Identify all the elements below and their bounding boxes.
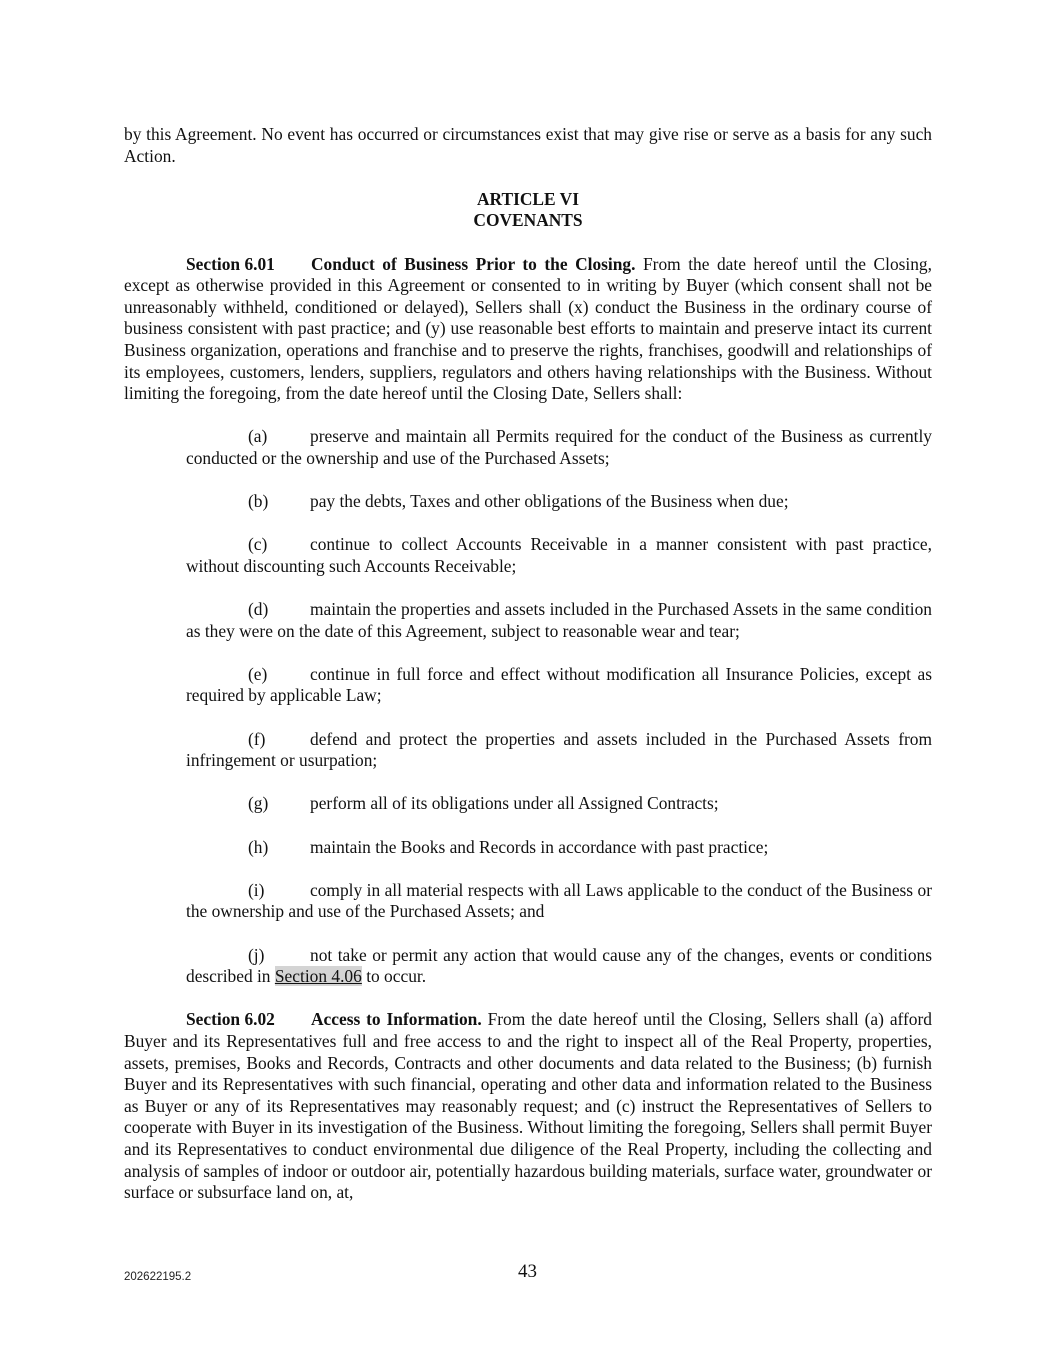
document-id: 202622195.2 [124, 1271, 192, 1283]
article-heading [124, 189, 932, 232]
section-number: Section 6.02 [186, 1009, 275, 1030]
item-text: continue to collect Accounts Receivable in a manner consistent with past practice, without discounting such Accounts Receivable; [186, 534, 932, 576]
item-text: perform all of its obligations under all Assigned Contracts; [310, 793, 719, 814]
list-item-e [186, 664, 932, 707]
section-6-01 [124, 254, 932, 405]
item-text: defend and protect the properties and assets included in the Purchased Assets from infringement or usurpation; [186, 728, 932, 771]
list-item-a [186, 426, 932, 469]
item-label: (c) [248, 534, 268, 555]
section-4-06-link[interactable]: Section 4.06 [274, 966, 362, 987]
item-label: (h) [248, 836, 269, 857]
item-text: preserve and maintain all Permits required for the conduct of the Business as currently conducted or the ownership and use of the Purchased Assets; [186, 426, 932, 468]
list-item-c [186, 534, 932, 577]
article-title: COVENANTS [473, 210, 583, 231]
section-title: Conduct of Business Prior to the Closing. [311, 253, 636, 274]
list-item-b [186, 491, 932, 513]
article-number: ARTICLE VI [477, 188, 579, 209]
item-label: (j) [248, 944, 265, 965]
item-label: (f) [248, 728, 266, 749]
page-number: 43 [518, 1261, 537, 1282]
list-item-d [186, 599, 932, 642]
item-text: maintain the Books and Records in accordance with past practice; [310, 836, 769, 857]
section-number: Section 6.01 [186, 253, 275, 274]
list-item-i [186, 880, 932, 923]
intro-continuation: by this Agreement. No event has occurred or circumstances exist that may give rise or serve as a basis for any such Action. [124, 124, 932, 166]
list-item-g [186, 793, 932, 815]
item-text: maintain the properties and assets included in the Purchased Assets in the same condition as they were on the date of this Agreement, subject to reasonable wear and tear; [186, 599, 932, 641]
section-title: Access to Information. [311, 1009, 482, 1030]
item-text-before: not take or permit any action that would cause any of the changes, events or conditions described in [186, 944, 932, 987]
item-label: (e) [248, 663, 268, 684]
item-label: (d) [248, 599, 269, 620]
item-label: (b) [248, 491, 269, 512]
section-body: From the date hereof until the Closing, except as otherwise provided in this Agreement or consented to in writing by Buyer (which consent shall not be unreasonably withheld, conditioned or delayed), Sellers shall (x) conduct the Business in the ordinary course of business consistent with past practice; and (y) use reasonable best efforts to maintain and preserve intact its current Business organization, operations and franchise and to preserve the rights, franchises, goodwill and relationships of its employees, customers, lenders, suppliers, regulators and others having relationships with the Business. Without limiting the foregoing, from the date hereof until the Closing Date, Sellers shall: [124, 253, 932, 404]
section-body: From the date hereof until the Closing, Sellers shall (a) afford Buyer and its Representatives full and free access to and the right to inspect all of the Real Property, properties, assets, premises, Books and Records, Contracts and other documents and data related to the Business; (b) furnish Buyer and its Representatives with such financial, operating and other data and information related to the Business as Buyer or any of its Representatives may reasonably request; and (c) instruct the Representatives of Sellers to cooperate with Buyer in its investigation of the Business. Without limiting the foregoing, Sellers shall permit Buyer and its Representatives to conduct environmental due diligence of the Real Property, including the collecting and analysis of samples of indoor or outdoor air, potentially hazardous building materials, surface water, groundwater or surface or subsurface land on, at, [124, 1009, 933, 1203]
list-item-h [186, 837, 932, 859]
list-item-f [186, 729, 932, 772]
item-text: pay the debts, Taxes and other obligations of the Business when due; [310, 491, 789, 512]
item-label: (a) [248, 426, 268, 447]
item-text: comply in all material respects with all Laws applicable to the conduct of the Business or the ownership and use of the Purchased Assets; and [186, 879, 932, 922]
section-6-02 [124, 1009, 932, 1203]
item-label: (g) [248, 793, 269, 814]
item-text-after: to occur. [366, 966, 427, 987]
document-page [124, 124, 932, 1225]
item-text: continue in full force and effect without modification all Insurance Policies, except as required by applicable Law; [186, 663, 932, 706]
list-item-j [186, 945, 932, 988]
item-label: (i) [248, 879, 265, 900]
